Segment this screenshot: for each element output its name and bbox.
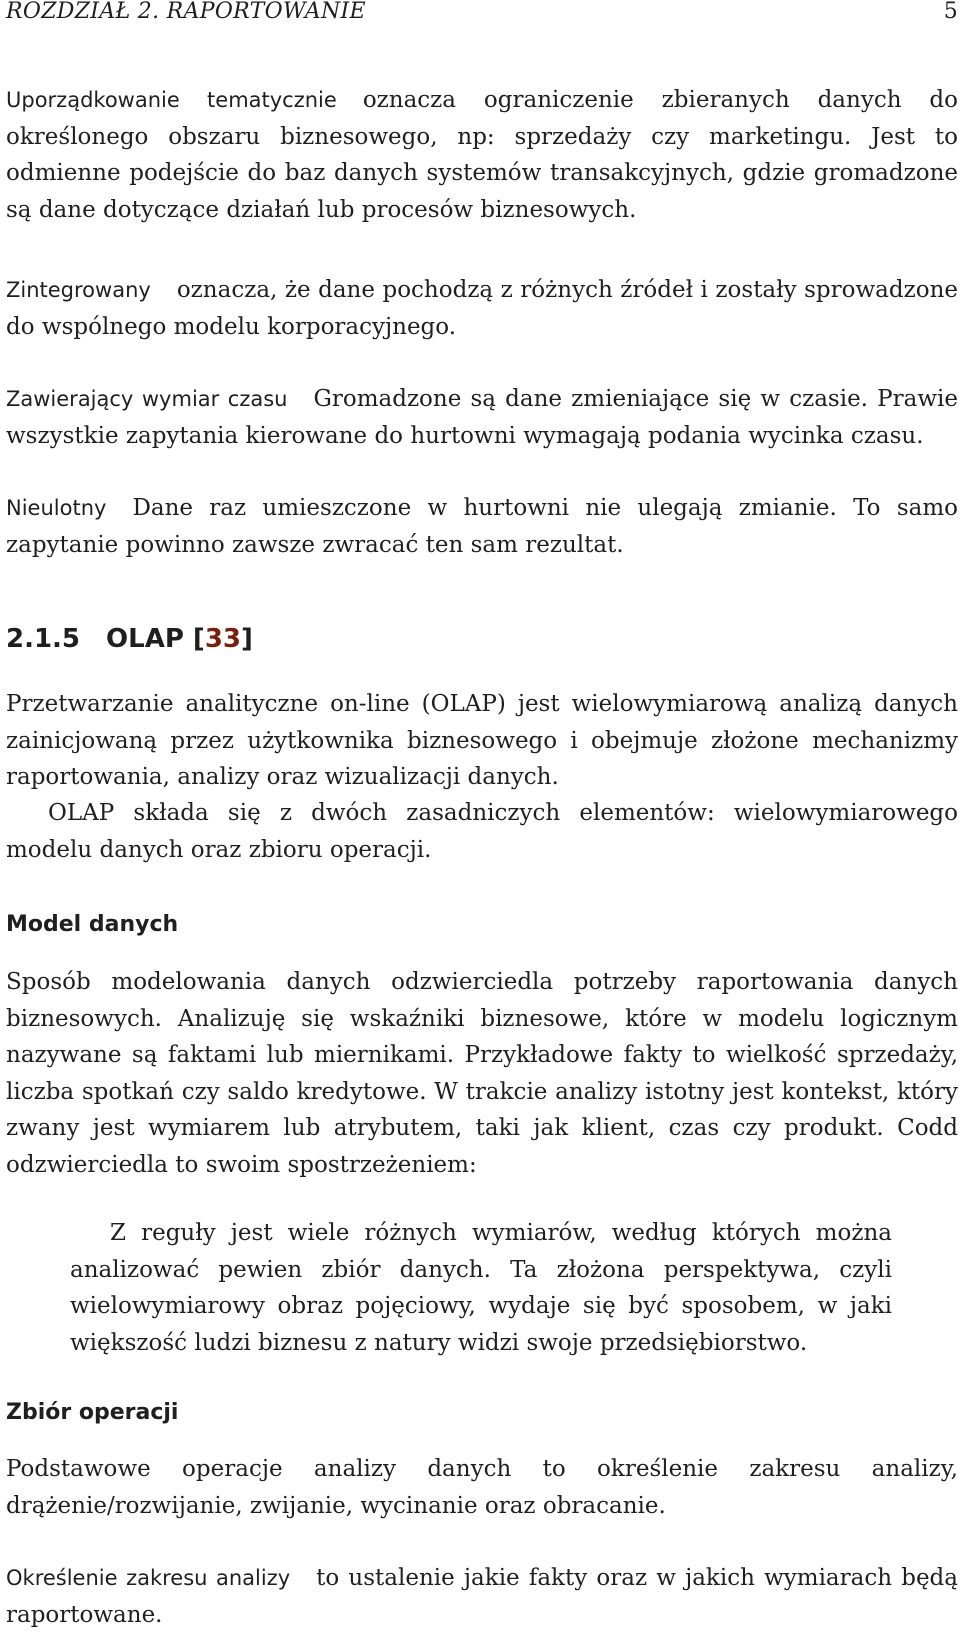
codd-quote [70, 1215, 892, 1361]
citation-link[interactable]: 33 [204, 624, 242, 654]
definition-term: Zawierający wymiar czasu [6, 387, 288, 411]
definition-non-volatile [6, 490, 958, 563]
definition-integrated [6, 272, 958, 345]
section-title: OLAP [ [106, 624, 205, 654]
page-number: 5 [943, 0, 958, 24]
definition-text: Gromadzone są dane zmieniające się w czasie. Prawie wszystkie zapytania kierowane do hurtowni wymagają podania wycinka czasu. [6, 386, 958, 449]
section-title-end: ] [241, 624, 253, 654]
definition-term: Nieulotny [6, 496, 107, 520]
definition-subject-oriented [6, 82, 958, 228]
chapter-title: ROZDZIAŁ 2. RAPORTOWANIE [6, 0, 366, 24]
definition-text: oznacza, że dane pochodzą z różnych źródeł i zostały sprowadzone do wspólnego modelu korporacyjnego. [6, 277, 958, 340]
definition-term: Zintegrowany [6, 278, 151, 302]
definition-term: Uporządkowanie tematycznie [6, 88, 337, 112]
operations-paragraph: Podstawowe operacje analizy danych to określenie zakresu analizy, drążenie/rozwijanie, zwijanie, wycinanie oraz obracanie. [6, 1456, 958, 1519]
running-header [6, 0, 958, 31]
definition-text: Dane raz umieszczone w hurtowni nie ulegają zmianie. To samo zapytanie powinno zawsze zwracać ten sam rezultat. [6, 495, 958, 558]
definition-text: oznacza ograniczenie zbieranych danych do określonego obszaru biznesowego, np: sprzedaży czy marketingu. Jest to odmienne podejście do baz danych systemów transakcyjnych, gdzie gromadzone są dane dotyczące działań lub procesów biznesowych. [6, 87, 958, 223]
section-heading-olap [6, 621, 253, 657]
quote-text: Z reguły jest wiele różnych wymiarów, według których można analizować pewien zbiór danych. Ta złożona perspektywa, czyli wielowymiarowy obraz pojęciowy, wydaje się być sposobem, w jaki większość ludzi biznesu z natury widzi swoje przedsiębiorstwo. [70, 1220, 892, 1356]
subheading-operations: Zbiór operacji [6, 1400, 179, 1425]
olap-paragraph-2: OLAP składa się z dwóch zasadniczych elementów: wielowymiarowego modelu danych oraz zbioru operacji. [6, 800, 958, 863]
olap-paragraph-1: Przetwarzanie analityczne on-line (OLAP) jest wielowymiarową analizą danych zainicjowaną przez użytkownika biznesowego i obejmuje złożone mechanizmy raportowania, analizy oraz wizualizacji danych. [6, 691, 958, 790]
definition-text: to ustalenie jakie fakty oraz w jakich wymiarach będą raportowane. [6, 1565, 958, 1628]
definition-time-variant [6, 381, 958, 454]
section-number: 2.1.5 [6, 624, 81, 654]
definition-term: Określenie zakresu analizy [6, 1566, 291, 1590]
model-paragraph: Sposób modelowania danych odzwierciedla potrzeby raportowania danych biznesowych. Analizuję się wskaźniki biznesowe, które w modelu logicznym nazywane są faktami lub miernikami. Przykładowe fakty to wielkość sprzedaży, liczba spotkań czy saldo kredytowe. W trakcie analizy istotny jest kontekst, który zwany jest wymiarem lub atrybutem, taki jak klient, czas czy produkt. Codd odzwierciedla to swoim spostrzeżeniem: [6, 969, 958, 1178]
definition-scope [6, 1560, 958, 1633]
subheading-model: Model danych [6, 912, 179, 937]
